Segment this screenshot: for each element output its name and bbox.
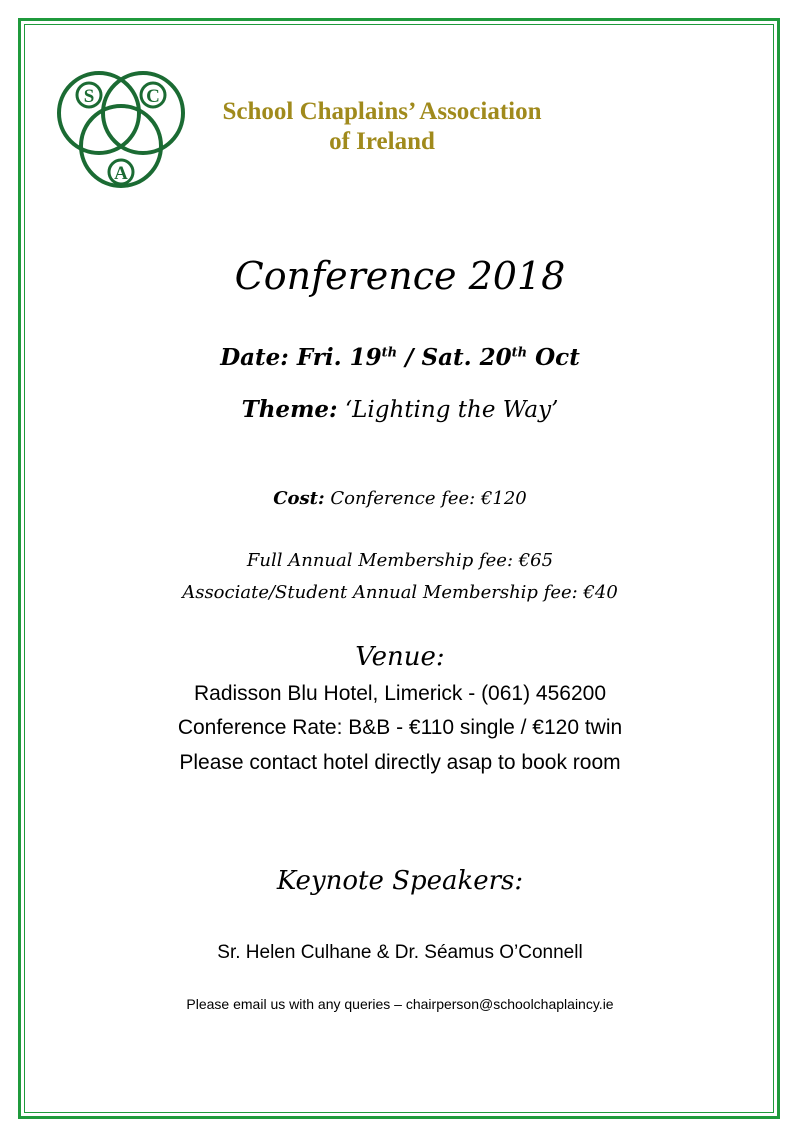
date-sup2: th [511, 345, 528, 361]
full-membership-fee: Full Annual Membership fee: €65 [246, 550, 554, 571]
organization-line-2: of Ireland [329, 128, 435, 155]
theme-value: ‘Lighting the Way’ [337, 397, 559, 423]
date-sup1: th [381, 345, 398, 361]
keynote-heading: Keynote Speakers: [276, 866, 524, 896]
venue-rate: Conference Rate: B&B - €110 single / €120 twin [177, 716, 623, 739]
associate-membership-fee: Associate/Student Annual Membership fee: €40 [182, 582, 618, 603]
organization-line-1: School Chaplains’ Association [222, 98, 542, 125]
date-sep: / Sat. 20 [397, 344, 512, 371]
theme-label: Theme: [241, 396, 338, 423]
conference-theme [0, 396, 800, 423]
cost-label: Cost: [273, 488, 325, 509]
venue-heading: Venue: [355, 642, 445, 672]
venue-note: Please contact hotel directly asap to book room [179, 751, 621, 774]
date-label: Date: [220, 344, 289, 371]
keynote-speakers: Sr. Helen Culhane & Dr. Séamus O’Connell [217, 942, 583, 963]
cost-value: Conference fee: €120 [324, 488, 527, 509]
logo-letter-s: S [83, 86, 95, 107]
date-day1: Fri. 19 [296, 344, 382, 371]
scai-logo [54, 68, 188, 190]
conference-date [0, 344, 800, 371]
logo-letter-a: A [114, 163, 128, 184]
date-month: Oct [527, 344, 580, 371]
conference-title: Conference 2018 [234, 254, 566, 298]
venue-hotel: Radisson Blu Hotel, Limerick - (061) 456200 [193, 682, 607, 705]
conference-cost [0, 488, 800, 509]
logo-letter-c: C [146, 86, 160, 107]
queries-note: Please email us with any queries – chairperson@schoolchaplaincy.ie [186, 996, 614, 1012]
organization-name [192, 97, 572, 157]
